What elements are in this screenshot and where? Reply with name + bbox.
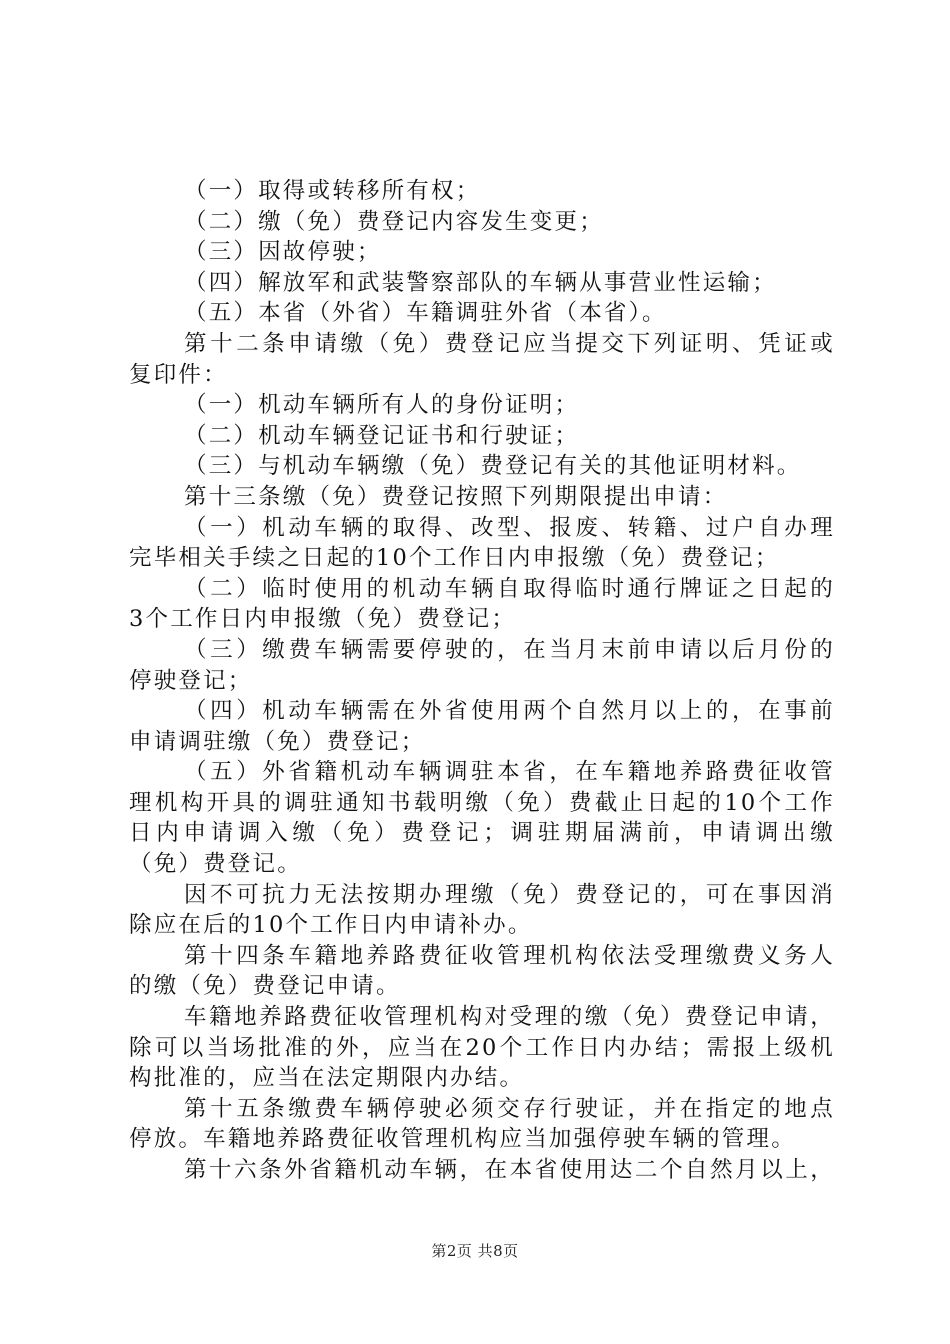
paragraph-line: 停驶登记； xyxy=(129,667,253,694)
paragraph-line: 构批准的，应当在法定期限内办结。 xyxy=(129,1065,525,1092)
paragraph-line: 停放。车籍地养路费征收管理机构应当加强停驶车辆的管理。 xyxy=(129,1126,796,1153)
paragraph-line: 日内申请调入缴（免）费登记；调驻期届满前，申请调出缴 xyxy=(129,820,835,847)
paragraph-line: 完毕相关手续之日起的10个工作日内申报缴（免）费登记； xyxy=(129,545,780,572)
paragraph-line: 第十五条缴费车辆停驶必须交存行驶证，并在指定的地点 xyxy=(184,1095,835,1122)
paragraph-line: 除应在后的10个工作日内申请补办。 xyxy=(129,912,533,939)
paragraph-line: 申请调驻缴（免）费登记； xyxy=(129,728,426,755)
paragraph-line: 理机构开具的调驻通知书载明缴（免）费截止日起的10个工作 xyxy=(129,789,835,816)
paragraph-line: （四）机动车辆需在外省使用两个自然月以上的，在事前 xyxy=(184,698,835,725)
document-body xyxy=(129,176,835,1186)
paragraph-line: 车籍地养路费征收管理机构对受理的缴（免）费登记申请， xyxy=(184,1004,835,1031)
paragraph-line: 因不可抗力无法按期办理缴（免）费登记的，可在事因消 xyxy=(184,881,835,908)
paragraph-line: （二）缴（免）费登记内容发生变更； xyxy=(184,208,604,235)
paragraph-line: 3个工作日内申报缴（免）费登记； xyxy=(129,606,517,633)
paragraph-line: （二）机动车辆登记证书和行驶证； xyxy=(184,422,580,449)
paragraph-line: 的缴（免）费登记申请。 xyxy=(129,973,401,1000)
paragraph-line: 第十二条申请缴（免）费登记应当提交下列证明、凭证或 xyxy=(184,330,835,357)
paragraph-line: （免）费登记。 xyxy=(129,851,302,878)
paragraph-line: 第十四条车籍地养路费征收管理机构依法受理缴费义务人 xyxy=(184,942,835,969)
paragraph-line: （三）因故停驶； xyxy=(184,239,382,266)
paragraph-line: （一）机动车辆所有人的身份证明； xyxy=(184,392,580,419)
paragraph-line: 除可以当场批准的外，应当在20个工作日内办结；需报上级机 xyxy=(129,1034,835,1061)
paragraph-line: （二）临时使用的机动车辆自取得临时通行牌证之日起的 xyxy=(184,575,835,602)
paragraph-line: （一）取得或转移所有权； xyxy=(184,178,481,204)
paragraph-line: （三）缴费车辆需要停驶的，在当月末前申请以后月份的 xyxy=(184,636,835,663)
paragraph-line: （四）解放军和武装警察部队的车辆从事营业性运输； xyxy=(184,269,777,296)
paragraph-line: 第十三条缴（免）费登记按照下列期限提出申请： xyxy=(184,483,728,510)
paragraph-line: （五）本省（外省）车籍调驻外省（本省）。 xyxy=(184,300,667,327)
paragraph-line: 复印件： xyxy=(129,361,228,388)
paragraph-line: （五）外省籍机动车辆调驻本省，在车籍地养路费征收管 xyxy=(184,759,835,786)
page-number-footer: 第2页 共8页 xyxy=(431,1242,519,1260)
paragraph-line: 第十六条外省籍机动车辆，在本省使用达二个自然月以上， xyxy=(184,1157,835,1183)
paragraph-line: （一）机动车辆的取得、改型、报废、转籍、过户自办理 xyxy=(184,514,835,541)
paragraph-line: （三）与机动车辆缴（免）费登记有关的其他证明材料。 xyxy=(184,453,802,480)
